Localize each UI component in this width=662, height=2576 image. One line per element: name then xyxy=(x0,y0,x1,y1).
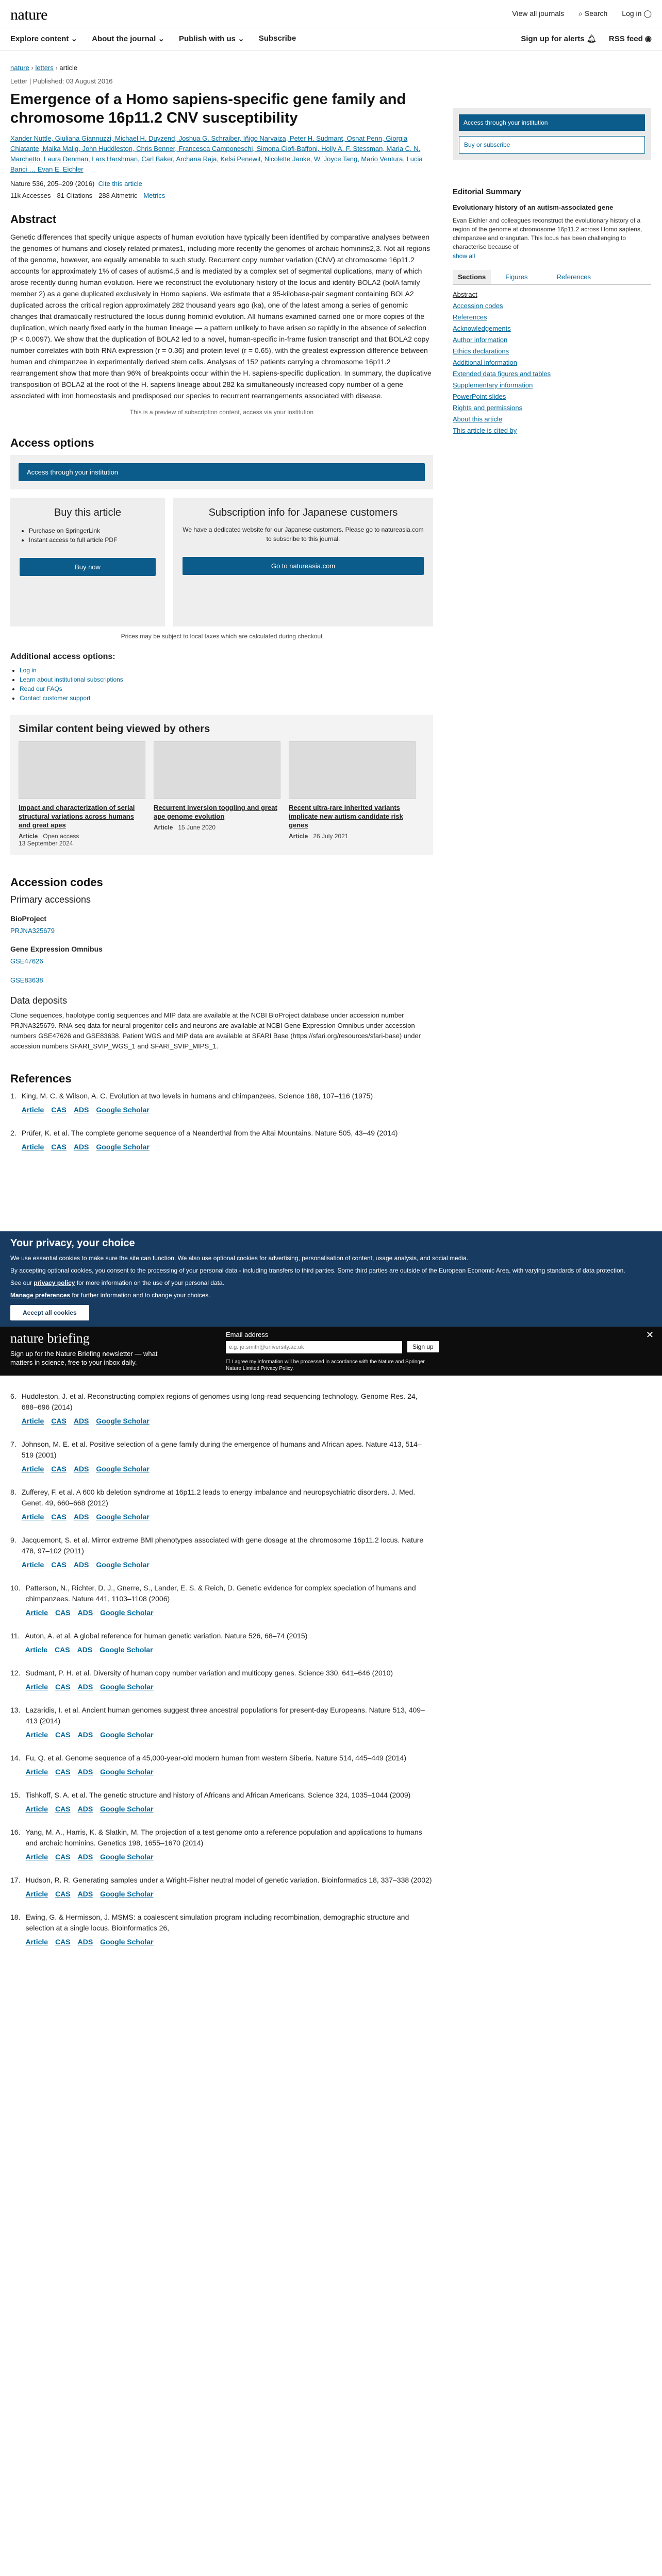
reference-text: Lazaridis, I. et al. Ancient human genomes suggest three ancestral populations for present-day Europeans. Nature 513, 409–413 (2014) xyxy=(25,1706,425,1725)
reference-article-link[interactable]: Article xyxy=(25,1646,48,1654)
cookie-text-part: for further information and to change your choices. xyxy=(72,1292,210,1299)
similar-card[interactable] xyxy=(19,741,145,847)
search-link[interactable] xyxy=(578,9,607,18)
reference-ads-link[interactable]: ADS xyxy=(77,1646,93,1654)
reference-item xyxy=(10,1535,433,1570)
reference-item xyxy=(10,1583,433,1618)
reference-text: Patterson, N., Richter, D. J., Gnerre, S., Lander, E. S. & Reich, D. Genetic evidence for complex speciation of humans and chimpanzees. Nature 441, 1103–1108 (2006) xyxy=(25,1584,416,1603)
close-icon[interactable]: ✕ xyxy=(646,1330,654,1340)
buy-now-button[interactable]: Buy now xyxy=(20,558,156,576)
similar-card-thumbnail xyxy=(19,741,145,799)
consent-text: I agree my information will be processed in accordance with the Nature and Springer Nature Limited Privacy Policy. xyxy=(226,1359,425,1371)
reference-article-link[interactable]: Article xyxy=(21,1561,44,1569)
reference-google-scholar-link[interactable]: Google Scholar xyxy=(100,1683,154,1691)
buy-article-heading: Buy this article xyxy=(54,507,122,518)
data-deposits-heading: Data deposits xyxy=(10,995,68,1006)
search-icon: ⌕ xyxy=(578,9,585,18)
similar-card-type: Article xyxy=(289,833,308,840)
reference-cas-link[interactable]: CAS xyxy=(51,1561,67,1569)
references-heading: References xyxy=(10,1072,72,1085)
additional-access-list xyxy=(10,666,433,703)
reference-cas-link[interactable]: CAS xyxy=(55,1938,71,1946)
cookie-text xyxy=(10,1292,650,1299)
accept-all-cookies-button[interactable]: Accept all cookies xyxy=(10,1305,89,1320)
similar-card-title[interactable]: Impact and characterization of serial structural variations across humans and great apes xyxy=(19,804,135,829)
reference-ads-link[interactable]: ADS xyxy=(77,1853,93,1861)
cite-this-article-link[interactable]: Cite this article xyxy=(98,180,142,188)
reference-item xyxy=(10,1912,433,1947)
reference-article-link[interactable]: Article xyxy=(21,1106,44,1114)
reference-article-link[interactable]: Article xyxy=(21,1143,44,1151)
similar-card[interactable] xyxy=(289,741,416,847)
reference-number: 1. xyxy=(10,1092,16,1100)
privacy-policy-link[interactable]: privacy policy xyxy=(34,1279,75,1286)
reference-item xyxy=(10,1128,433,1153)
reference-google-scholar-link[interactable]: Google Scholar xyxy=(96,1513,150,1521)
sidebar-section-link[interactable]: Author information xyxy=(453,336,508,344)
reference-number: 18. xyxy=(10,1913,21,1921)
cookie-text: We use essential cookies to make sure the site can function. We also use optional cookies for advertising, personalisation of content, usage analysis, and social media. xyxy=(10,1255,469,1262)
reference-google-scholar-link[interactable]: Google Scholar xyxy=(100,1890,154,1898)
tab-figures[interactable]: Figures xyxy=(505,273,528,281)
reference-number: 2. xyxy=(10,1129,16,1137)
top-bar xyxy=(0,0,662,27)
reference-number: 11. xyxy=(10,1632,20,1640)
log-in-label: Log in xyxy=(622,9,642,18)
reference-text: Auton, A. et al. A global reference for human genetic variation. Nature 526, 68–74 (2015) xyxy=(25,1632,308,1640)
metrics-link[interactable]: Metrics xyxy=(143,192,166,199)
go-to-natureasia-button[interactable]: Go to natureasia.com xyxy=(183,557,424,575)
show-all-link[interactable]: show all xyxy=(453,252,475,260)
buy-bullet: • Purchase on SpringerLink xyxy=(29,526,156,535)
similar-card-date: 15 June 2020 xyxy=(178,824,216,831)
reference-cas-link[interactable]: CAS xyxy=(51,1106,67,1114)
reference-text: Yang, M. A., Harris, K. & Slatkin, M. The projection of a test genome onto a reference population and applications to humans and archaic hominins. Genetics 198, 1655–1670 (2014) xyxy=(25,1828,422,1847)
accesses-count: 11k Accesses xyxy=(10,192,51,199)
reference-item xyxy=(10,1875,433,1900)
reference-number: 7. xyxy=(10,1440,16,1448)
article-meta: Letter | Published: 03 August 2016 xyxy=(10,77,113,85)
reference-ads-link[interactable]: ADS xyxy=(73,1465,89,1473)
reference-article-link[interactable]: Article xyxy=(21,1417,44,1425)
reference-item xyxy=(10,1705,433,1740)
sidebar-section-link[interactable]: Accession codes xyxy=(453,302,503,310)
reference-list-continued xyxy=(10,1391,433,1960)
reference-ads-link[interactable]: ADS xyxy=(73,1513,89,1521)
preview-note[interactable]: This is a preview of subscription content, access via your institution xyxy=(129,409,314,416)
sidebar-section-link[interactable]: Abstract xyxy=(453,291,477,298)
article-title: Emergence of a Homo sapiens-specific gene family and chromosome 16p11.2 CNV susceptibility xyxy=(10,91,406,126)
reference-article-link[interactable]: Article xyxy=(21,1465,44,1473)
sidebar-section-link[interactable]: PowerPoint slides xyxy=(453,393,506,400)
geo-label: Gene Expression Omnibus xyxy=(10,945,103,953)
reference-google-scholar-link[interactable]: Google Scholar xyxy=(100,1646,153,1654)
reference-item xyxy=(10,1487,433,1522)
subscription-text: We have a dedicated website for our Japanese customers. Please go to natureasia.com to subscribe to this journal. xyxy=(183,526,424,543)
similar-card-date: 26 July 2021 xyxy=(313,833,349,840)
briefing-banner xyxy=(0,1327,662,1376)
reference-text: Prüfer, K. et al. The complete genome sequence of a Neanderthal from the Altai Mountains. Nature 505, 43–49 (2014) xyxy=(21,1129,398,1137)
reference-item xyxy=(10,1753,433,1777)
view-all-journals-link[interactable]: View all journals xyxy=(512,9,565,18)
reference-article-link[interactable]: Article xyxy=(25,1683,48,1691)
article-main xyxy=(10,77,433,1165)
breadcrumb-nature[interactable]: nature xyxy=(10,64,29,72)
reference-cas-link[interactable]: CAS xyxy=(51,1513,67,1521)
altmetric-count: 288 Altmetric xyxy=(98,192,138,199)
reference-text: Sudmant, P. H. et al. Diversity of human copy number variation and multicopy genes. Science 330, 641–646 (2010) xyxy=(25,1669,393,1677)
reference-number: 17. xyxy=(10,1876,21,1884)
tab-sections[interactable]: Sections xyxy=(453,270,491,284)
reference-ads-link[interactable]: ADS xyxy=(73,1561,89,1569)
reference-cas-link[interactable]: CAS xyxy=(51,1143,67,1151)
reference-number: 6. xyxy=(10,1392,16,1400)
chevron-down-icon: ⌄ xyxy=(158,35,165,43)
reference-article-link[interactable]: Article xyxy=(25,1805,48,1813)
purchase-panels xyxy=(10,498,433,626)
sidebar xyxy=(453,108,651,436)
reference-number: 10. xyxy=(10,1584,21,1592)
access-institution-button[interactable]: Access through your institution xyxy=(19,463,425,481)
reference-text: Johnson, M. E. et al. Positive selection of a gene family during the emergence of humans and African apes. Nature 413, 514–519 (2001) xyxy=(21,1440,422,1459)
similar-card-date: 13 September 2024 xyxy=(19,840,73,847)
reference-google-scholar-link[interactable]: Google Scholar xyxy=(100,1853,154,1861)
reference-item xyxy=(10,1631,433,1655)
reference-text: Huddleston, J. et al. Reconstructing complex regions of genomes using long-read sequencing technology. Genome Res. 24, 688–696 (2014) xyxy=(21,1392,418,1411)
reference-ads-link[interactable]: ADS xyxy=(77,1731,93,1739)
similar-card-title[interactable]: Recurrent inversion toggling and great ape genome evolution xyxy=(154,804,277,820)
similar-card-title[interactable]: Recent ultra-rare inherited variants implicate new autism candidate risk genes xyxy=(289,804,403,829)
data-deposits-text: Clone sequences, haplotype contig sequences and MIP data are available at the NCBI BioProject database under accession number PRJNA325679. RNA-seq data for neural progenitor cells and neurons are available at NCBI Gene Expression Omnibus under accession numbers GSE47626 and GSE83638. Patient WGS and MIP data are available at SFARI Base (https://sfari.org/resources/sfari-base) under accession numbers SFARI_SVIP_WGS_1 and SFARI_SVIP_MIPS_1. xyxy=(10,1011,421,1050)
reference-cas-link[interactable]: CAS xyxy=(55,1853,71,1861)
sign-up-button[interactable]: Sign up xyxy=(407,1341,439,1352)
reference-cas-link[interactable]: CAS xyxy=(51,1465,67,1473)
cookie-text-part: See our xyxy=(10,1279,32,1286)
reference-google-scholar-link[interactable]: Google Scholar xyxy=(100,1805,154,1813)
geo-link[interactable]: GSE83638 xyxy=(10,976,43,984)
editorial-summary-text: Evan Eichler and colleagues reconstruct the evolutionary history of a region of the genome at chromosome 16p11.2 across Homo sapiens, chimpanzee and orangutan. This locus has been challenging to characterise because of xyxy=(453,217,642,250)
reference-google-scholar-link[interactable]: Google Scholar xyxy=(100,1731,154,1739)
log-in-access-link[interactable]: Log in xyxy=(20,667,37,674)
reference-google-scholar-link[interactable]: Google Scholar xyxy=(96,1106,150,1114)
reference-ads-link[interactable]: ADS xyxy=(73,1417,89,1425)
nature-logo[interactable]: nature xyxy=(10,6,47,23)
tab-references[interactable]: References xyxy=(556,273,591,281)
sidebar-tabs xyxy=(453,270,651,285)
sidebar-section-link[interactable]: References xyxy=(453,313,487,321)
reference-google-scholar-link[interactable]: Google Scholar xyxy=(96,1417,150,1425)
reference-article-link[interactable]: Article xyxy=(25,1731,48,1739)
log-in-link[interactable] xyxy=(622,9,652,18)
email-label: Email address xyxy=(226,1331,269,1338)
reference-cas-link[interactable]: CAS xyxy=(51,1417,67,1425)
subscription-heading: Subscription info for Japanese customers xyxy=(208,507,398,518)
reference-links xyxy=(25,1937,433,1947)
search-label: Search xyxy=(584,9,608,18)
reference-links xyxy=(25,1889,432,1900)
geo-link[interactable]: GSE47626 xyxy=(10,957,43,965)
sidebar-access-button[interactable]: Access through your institution xyxy=(459,114,645,131)
cookie-heading: Your privacy, your choice xyxy=(10,1238,135,1249)
customer-support-link[interactable]: Contact customer support xyxy=(20,694,91,702)
reference-text: Zufferey, F. et al. A 600 kb deletion syndrome at 16p11.2 leads to energy imbalance and neuropsychiatric disorders. J. Med. Genet. 49, 660–668 (2012) xyxy=(21,1488,416,1507)
reference-links xyxy=(25,1682,393,1692)
briefing-logo: nature briefing xyxy=(10,1331,90,1346)
nav-label: Explore content xyxy=(10,35,69,43)
accession-codes-heading: Accession codes xyxy=(10,876,103,889)
reference-google-scholar-link[interactable]: Google Scholar xyxy=(100,1608,154,1617)
reference-cas-link[interactable]: CAS xyxy=(55,1683,71,1691)
manage-preferences-link[interactable]: Manage preferences xyxy=(10,1292,71,1299)
reference-article-link[interactable]: Article xyxy=(25,1608,48,1617)
breadcrumb-letters[interactable]: letters xyxy=(35,64,54,72)
similar-card-thumbnail xyxy=(289,741,416,799)
reference-item xyxy=(10,1790,433,1815)
tax-note: Prices may be subject to local taxes which are calculated during checkout xyxy=(121,633,323,640)
reference-ads-link[interactable]: ADS xyxy=(77,1683,93,1691)
reference-item xyxy=(10,1391,433,1427)
top-links xyxy=(512,9,652,18)
reference-google-scholar-link[interactable]: Google Scholar xyxy=(96,1143,150,1151)
reference-ads-link[interactable]: ADS xyxy=(77,1938,93,1946)
reference-ads-link[interactable]: ADS xyxy=(77,1805,93,1813)
reference-ads-link[interactable]: ADS xyxy=(77,1890,93,1898)
reference-item xyxy=(10,1827,433,1862)
cookie-text: By accepting optional cookies, you consent to the processing of your personal data - including transfers to third parties. Some third parties are outside of the European Economic Area, with varying standards of data protection. xyxy=(10,1267,625,1274)
subscription-panel xyxy=(173,498,433,626)
sidebar-section-link[interactable]: Ethics declarations xyxy=(453,347,509,355)
similar-card-meta xyxy=(19,833,145,847)
reference-article-link[interactable]: Article xyxy=(25,1853,48,1861)
sidebar-section-link[interactable]: Acknowledgements xyxy=(453,325,511,332)
buy-article-panel xyxy=(10,498,165,626)
open-access-badge: Open access xyxy=(43,833,79,840)
consent-checkbox-label[interactable] xyxy=(226,1359,432,1372)
reference-cas-link[interactable]: CAS xyxy=(55,1768,71,1776)
user-icon: ◯ xyxy=(643,9,652,18)
nav-label: Publish with us xyxy=(179,35,236,43)
reference-google-scholar-link[interactable]: Google Scholar xyxy=(100,1768,154,1776)
reference-links xyxy=(22,1105,373,1115)
reference-number: 13. xyxy=(10,1706,21,1714)
reference-article-link[interactable]: Article xyxy=(25,1890,48,1898)
reference-text: Jacquemont, S. et al. Mirror extreme BMI phenotypes associated with gene dosage at the chromosome 16p11.2 locus. Nature 478, 97–102 (2011) xyxy=(21,1536,424,1555)
rss-feed-link[interactable] xyxy=(609,34,652,43)
reference-links xyxy=(22,1560,433,1570)
briefing-text: Sign up for the Nature Briefing newsletter — what matters in science, free to your inbox daily. xyxy=(10,1350,158,1366)
chevron-down-icon: ⌄ xyxy=(238,35,244,43)
reference-google-scholar-link[interactable]: Google Scholar xyxy=(96,1465,150,1473)
access-options-heading: Access options xyxy=(10,436,94,449)
reference-item xyxy=(10,1091,433,1115)
editorial-summary-title: Evolutionary history of an autism-associated gene xyxy=(453,204,614,211)
sidebar-section-link[interactable]: Rights and permissions xyxy=(453,404,523,412)
sidebar-section-list xyxy=(453,289,651,436)
sidebar-section-link[interactable]: Additional information xyxy=(453,359,518,366)
reference-links xyxy=(22,1464,433,1475)
similar-card-meta xyxy=(289,833,416,840)
cookie-text xyxy=(10,1279,650,1286)
citation-line xyxy=(10,180,433,188)
reference-cas-link[interactable]: CAS xyxy=(55,1805,71,1813)
similar-card-type: Article xyxy=(154,824,173,831)
author-list[interactable]: Xander Nuttle, Giuliana Giannuzzi, Michael H. Duyzend, Joshua G. Schraiber, Iñigo Narvaiza, Peter H. Sudmant, Osnat Penn, Giorgia Chiatante, Maika Malig, John Huddleston, Chris Benner, Francesca Camponeschi, Simona Ciofi-Baffoni, Holly A. F. Stessman, Maria C. N. Marchetto, Laura Denman, Lars Harshman, Carl Baker, Archana Raja, Kelsi Penewit, Nicolette Janke, W. Joyce Tang, Mario Ventura, Lucia Banci … Evan E. Eichler xyxy=(10,134,423,173)
breadcrumb-article: article xyxy=(59,64,78,72)
article-metrics xyxy=(10,192,433,199)
reference-article-link[interactable]: Article xyxy=(21,1513,44,1521)
reference-links xyxy=(25,1645,307,1655)
reference-article-link[interactable]: Article xyxy=(25,1768,48,1776)
chevron-down-icon: ⌄ xyxy=(71,35,78,43)
reference-text: King, M. C. & Wilson, A. C. Evolution at two levels in humans and chimpanzees. Science 188, 107–116 (1975) xyxy=(21,1092,373,1100)
institutional-subscriptions-link[interactable]: Learn about institutional subscriptions xyxy=(20,676,123,683)
reference-number: 12. xyxy=(10,1669,21,1677)
reference-google-scholar-link[interactable]: Google Scholar xyxy=(100,1938,154,1946)
email-input[interactable] xyxy=(226,1341,402,1353)
primary-accessions-heading: Primary accessions xyxy=(10,894,91,905)
reference-item xyxy=(10,1668,433,1692)
reference-text: Ewing, G. & Hermisson, J. MSMS: a coalescent simulation program including recombination, demographic structure and selection at a single locus. Bioinformatics 26, xyxy=(25,1913,409,1932)
reference-cas-link[interactable]: CAS xyxy=(55,1890,71,1898)
reference-item xyxy=(10,1439,433,1475)
reference-links xyxy=(25,1607,433,1618)
sidebar-section-link[interactable]: Extended data figures and tables xyxy=(453,370,551,378)
editorial-summary-label: Editorial Summary xyxy=(453,188,521,196)
cookie-text-part: for more information on the use of your personal data. xyxy=(76,1279,224,1286)
faqs-link[interactable]: Read our FAQs xyxy=(20,685,62,692)
reference-number: 9. xyxy=(10,1536,16,1544)
sidebar-access-box xyxy=(453,108,651,160)
reference-cas-link[interactable]: CAS xyxy=(55,1608,71,1617)
bioproject-link[interactable]: PRJNA325679 xyxy=(10,927,55,935)
similar-card[interactable] xyxy=(154,741,280,847)
sidebar-section-link[interactable]: About this article xyxy=(453,415,503,423)
reference-number: 16. xyxy=(10,1828,21,1836)
cookie-banner xyxy=(0,1231,662,1327)
reference-ads-link[interactable]: ADS xyxy=(77,1768,93,1776)
reference-links xyxy=(25,1852,433,1862)
reference-ads-link[interactable]: ADS xyxy=(77,1608,93,1617)
reference-ads-link[interactable]: ADS xyxy=(73,1143,89,1151)
abstract-heading: Abstract xyxy=(10,213,57,226)
citations-count: 81 Citations xyxy=(57,192,93,199)
nav-explore-content[interactable] xyxy=(10,34,77,43)
nav-publish[interactable] xyxy=(179,34,244,43)
reference-ads-link[interactable]: ADS xyxy=(73,1106,89,1114)
reference-cas-link[interactable]: CAS xyxy=(55,1731,71,1739)
buy-bullets xyxy=(20,526,156,545)
reference-links xyxy=(25,1767,406,1777)
breadcrumb: nature › letters › article xyxy=(10,64,78,72)
reference-links xyxy=(22,1142,398,1153)
nav-label: About the journal xyxy=(92,35,156,43)
reference-links xyxy=(22,1416,433,1427)
reference-google-scholar-link[interactable]: Google Scholar xyxy=(96,1561,150,1569)
reference-text: Tishkoff, S. A. et al. The genetic structure and history of Africans and African Americans. Science 324, 1035–1044 (2009) xyxy=(25,1791,411,1799)
similar-content-section xyxy=(10,715,433,855)
additional-access-heading: Additional access options: xyxy=(10,652,115,661)
nav-subscribe[interactable]: Subscribe xyxy=(258,34,296,43)
sign-up-alerts-link[interactable] xyxy=(521,34,597,43)
similar-card-type: Article xyxy=(19,833,38,840)
reference-number: 14. xyxy=(10,1754,21,1762)
reference-text: Hudson, R. R. Generating samples under a Wright-Fisher neutral model of genetic variation. Bioinformatics 18, 337–338 (2002) xyxy=(25,1876,432,1884)
abstract-text: Genetic differences that specify unique aspects of human evolution have typically been identified by comparative analyses between the genomes of humans and closely related primates1, including more recently the genomes of archaic hominins2,3. Not all regions of the genome, however, are equally amenable to such study. Recurrent copy number variation (CNV) at chromosome 16p11.2 accounts for approximately 1% of cases of autism4,5 and is mediated by a complex set of segmental duplications, many of which arose recently during human evolution. Here we reconstruct the evolutionary history of the locus and identify BOLA2 (bolA family member 2) as a gene duplicated exclusively in Homo sapiens. We estimate that a 95-kilobase-pair segment containing BOLA2 duplicated across the critical region approximately 282 thousand years ago (ka), one of the latest among a series of genomic changes that dramatically restructured the locus during hominid evolution. All humans examined carried one or more copies of the duplication, which nearly fixed early in the human lineage — a pattern unlikely to have arisen so rapidly in the absence of selection (P < 0.0097). We show that the duplication of BOLA2 led to a novel, human-specific in-frame fusion transcript and that BOLA2 copy number correlates with both RNA expression (r = 0.36) and protein level (r = 0.65), with the greatest expression difference between human and chimpanzee in experimentally derived stem cells. Analyses of 152 patients carrying a chromosome 16p11.2 rearrangement show that more than 96% of breakpoints occur within the H. sapiens-specific duplication. In summary, the duplicative transposition of BOLA2 at the root of the H. sapiens lineage about 282 ka simultaneously increased copy number of a gene associated with iron homeostasis and predisposed our species to recurrent rearrangements associated with disease. xyxy=(10,233,432,400)
sidebar-section-link[interactable]: This article is cited by xyxy=(453,427,517,434)
institution-access-box xyxy=(10,455,433,489)
checkbox-icon: ☐ xyxy=(226,1359,232,1365)
rss-label: RSS feed xyxy=(608,35,643,43)
reference-article-link[interactable]: Article xyxy=(25,1938,48,1946)
reference-number: 8. xyxy=(10,1488,16,1496)
bell-icon: 🔔︎ xyxy=(586,35,597,43)
journal-citation: Nature 536, 205–209 (2016) xyxy=(10,180,95,188)
similar-content-heading: Similar content being viewed by others xyxy=(19,723,210,735)
reference-cas-link[interactable]: CAS xyxy=(55,1646,70,1654)
buy-subscribe-button[interactable]: Buy or subscribe xyxy=(459,136,645,154)
alerts-label: Sign up for alerts xyxy=(521,35,585,43)
similar-card-meta xyxy=(154,824,280,831)
reference-links xyxy=(22,1512,433,1522)
reference-list xyxy=(10,1091,433,1153)
buy-bullet: • Instant access to full article PDF xyxy=(29,535,156,545)
similar-card-thumbnail xyxy=(154,741,280,799)
reference-number: 15. xyxy=(10,1791,21,1799)
reference-links xyxy=(25,1730,433,1740)
nav-about-journal[interactable] xyxy=(92,34,164,43)
reference-links xyxy=(25,1804,410,1815)
bioproject-label: BioProject xyxy=(10,914,47,923)
reference-text: Fu, Q. et al. Genome sequence of a 45,000-year-old modern human from western Siberia. Nature 514, 445–449 (2014) xyxy=(25,1754,407,1762)
rss-icon: ◉ xyxy=(644,35,652,43)
main-nav xyxy=(0,27,662,50)
sidebar-section-link[interactable]: Supplementary information xyxy=(453,381,533,389)
